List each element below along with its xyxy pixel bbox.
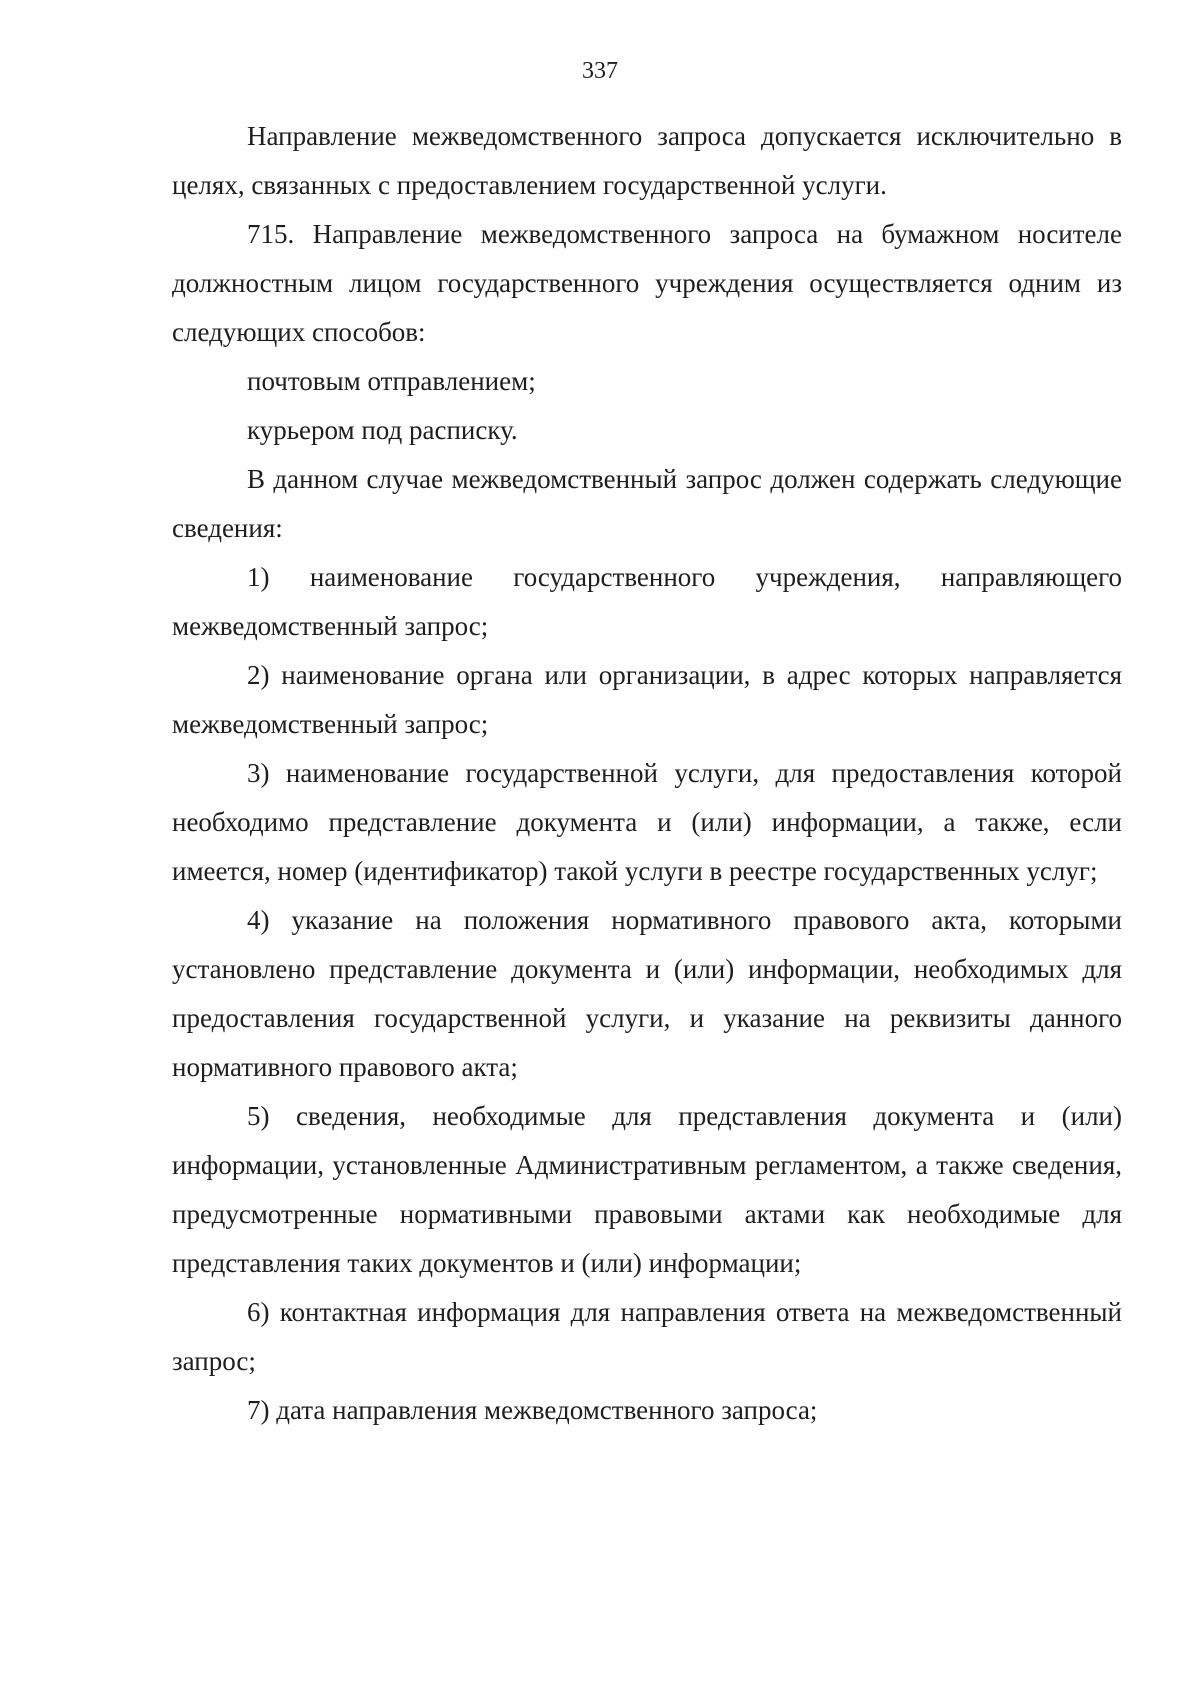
paragraph-intro: Направление межведомственного запроса допускается исключительно в целях, связанных с предоставлением государственной услуги.	[172, 121, 1122, 200]
list-item-5: 5) сведения, необходимые для представления документа и (или) информации, установленные Административным регламентом, а также сведения, предусмотренные нормативными правовыми актами как необходимые для представления таких документов и (или) информации;	[172, 1101, 1122, 1278]
list-item-courier: курьером под расписку.	[247, 415, 518, 445]
list-item-3: 3) наименование государственной услуги, для предоставления которой необходимо представление документа и (или) информации, а также, если имеется, номер (идентификатор) такой услуги в реестре государственных услуг;	[172, 758, 1122, 886]
document-body	[172, 112, 1122, 1435]
paragraph-required-info: В данном случае межведомственный запрос должен содержать следующие сведения:	[172, 464, 1122, 543]
list-item-4: 4) указание на положения нормативного правового акта, которыми установлено представление документа и (или) информации, необходимых для предоставления государственной услуги, и указание на реквизиты данного нормативного правового акта;	[172, 905, 1122, 1082]
list-item-2: 2) наименование органа или организации, в адрес которых направляется межведомственный запрос;	[172, 660, 1122, 739]
page-number: 337	[582, 58, 618, 84]
list-item-7: 7) дата направления межведомственного запроса;	[247, 1395, 818, 1425]
paragraph-715: 715. Направление межведомственного запроса на бумажном носителе должностным лицом государственного учреждения осуществляется одним из следующих способов:	[172, 219, 1122, 347]
list-item-6: 6) контактная информация для направления ответа на межведомственный запрос;	[172, 1297, 1122, 1376]
list-item-postal: почтовым отправлением;	[247, 366, 536, 396]
list-item-1: 1) наименование государственного учреждения, направляющего межведомственный запрос;	[172, 562, 1122, 641]
